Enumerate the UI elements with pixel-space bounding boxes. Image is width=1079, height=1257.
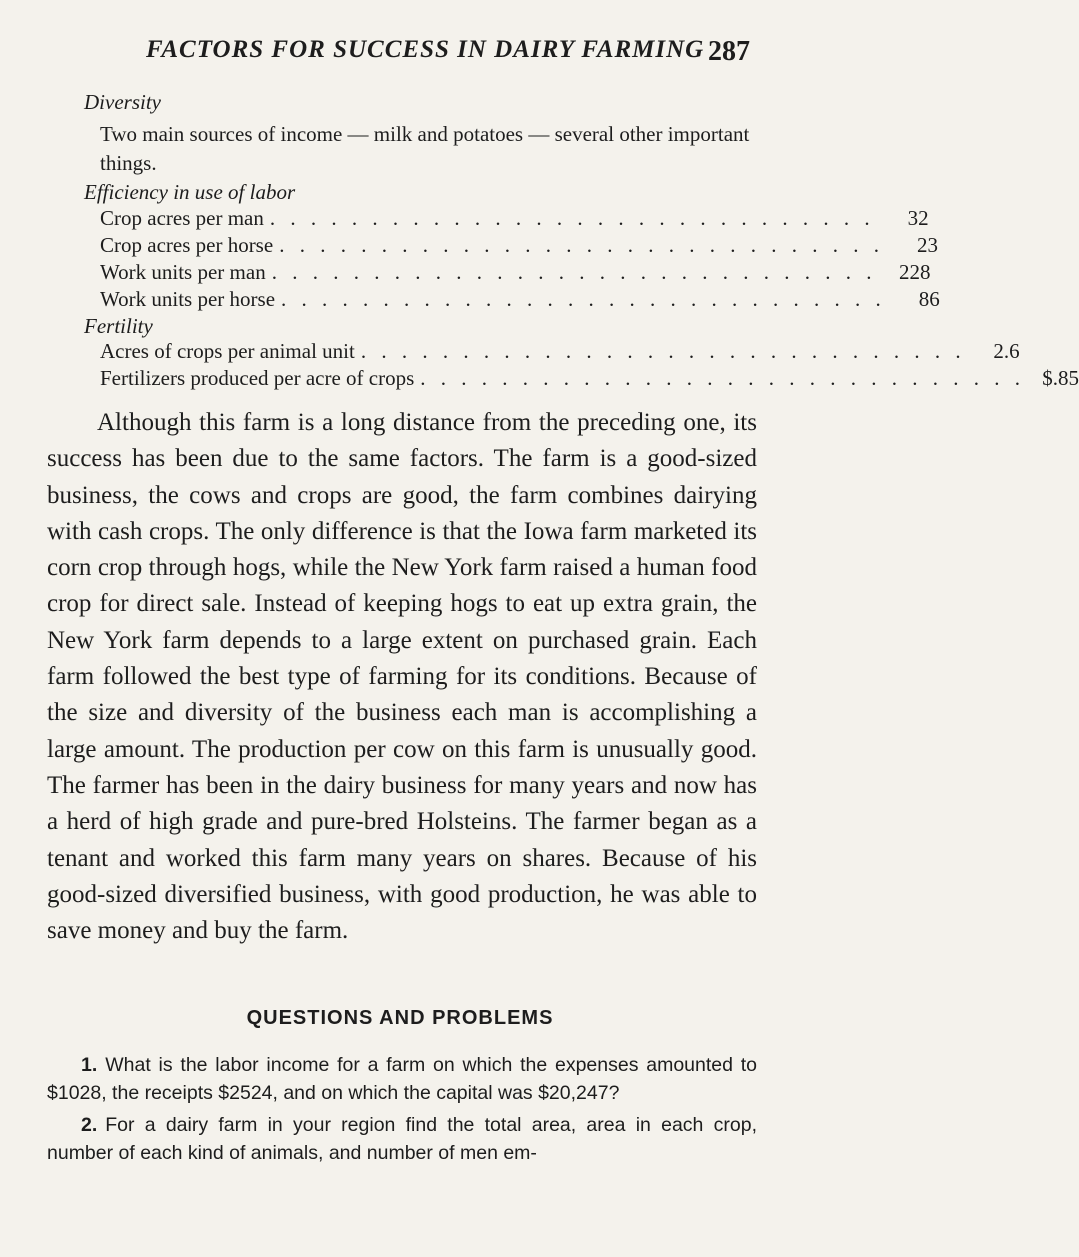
- question-number: 1.: [81, 1054, 98, 1076]
- stat-row: [100, 366, 1079, 393]
- leader-dots: . . . . . . . . . . . . . . . . . . . . . . . . . . . . . .: [279, 233, 884, 257]
- leader-dots: . . . . . . . . . . . . . . . . . . . . . . . . . . . . . .: [271, 260, 877, 284]
- body-paragraph: Although this farm is a long distance from the preceding one, its success has been due to the same factors. The farm is a good-sized business, the cows and crops are good, the farm combines dairying with cash crops. The only difference is that the Iowa farm marketed its corn crop through hogs, while the New York farm raised a human food crop for direct sale. Instead of keeping hogs to eat up extra grain, the New York farm depends to a large extent on purchased grain. Each farm followed the best type of farming for its conditions. Because of the size and diversity of the business each man is accomplishing a large amount. The production per cow on this farm is unusually good. The farmer has been in the dairy business for many years and now has a herd of high grade and pure-bred Holsteins. The farmer began as a tenant and worked this farm many years on shares. Because of his good-sized diversified business, with good production, he was able to save money and buy the farm.: [47, 409, 757, 945]
- questions-heading: QUESTIONS AND PROBLEMS: [246, 1007, 554, 1029]
- leader-dots: . . . . . . . . . . . . . . . . . . . . . . . . . . . . . .: [269, 206, 875, 230]
- question-number: 2.: [81, 1114, 98, 1136]
- stat-label: Work units per horse: [100, 287, 276, 311]
- question-item: [47, 1111, 757, 1167]
- stat-label: Acres of crops per animal unit: [100, 339, 355, 363]
- fertility-heading: Fertility: [84, 314, 153, 338]
- question-text: For a dairy farm in your region find the total area, area in each crop, number of each kind of animals, and number of men em-: [47, 1114, 757, 1164]
- stat-row: [100, 233, 938, 260]
- stat-value: 23: [916, 233, 938, 257]
- stat-label: Fertilizers produced per acre of crops: [100, 366, 415, 390]
- questions-list: [47, 1051, 757, 1171]
- efficiency-heading: Efficiency in use of labor: [84, 180, 296, 204]
- stat-label: Work units per man: [100, 260, 266, 284]
- stat-value: 86: [918, 287, 940, 311]
- stat-label: Crop acres per man: [100, 206, 264, 230]
- stat-label: Crop acres per horse: [100, 233, 274, 257]
- stat-row: [100, 287, 940, 314]
- question-item: [47, 1051, 757, 1107]
- leader-dots: . . . . . . . . . . . . . . . . . . . . . . . . . . . . . .: [281, 287, 886, 311]
- leader-dots: . . . . . . . . . . . . . . . . . . . . . . . . . . . . . .: [420, 366, 1026, 390]
- diversity-heading: Diversity: [84, 90, 161, 114]
- stat-value: 2.6: [993, 339, 1020, 363]
- page-number: 287: [708, 36, 750, 67]
- stat-value: 228: [898, 260, 931, 284]
- running-title: FACTORS FOR SUCCESS IN DAIRY FARMING: [146, 36, 705, 63]
- diversity-text: Two main sources of income — milk and potatoes — several other important things.: [100, 122, 750, 175]
- page-header: [0, 36, 800, 76]
- stat-value: 32: [907, 206, 929, 230]
- stat-row: [100, 260, 931, 287]
- stat-row: [100, 206, 929, 233]
- stat-row: [100, 339, 1020, 366]
- question-text: What is the labor income for a farm on which the expenses amounted to $1028, the receipts $2524, and on which the capital was $20,247?: [47, 1054, 757, 1104]
- stat-value: $.85: [1042, 366, 1079, 390]
- leader-dots: . . . . . . . . . . . . . . . . . . . . . . . . . . . . . .: [360, 339, 966, 363]
